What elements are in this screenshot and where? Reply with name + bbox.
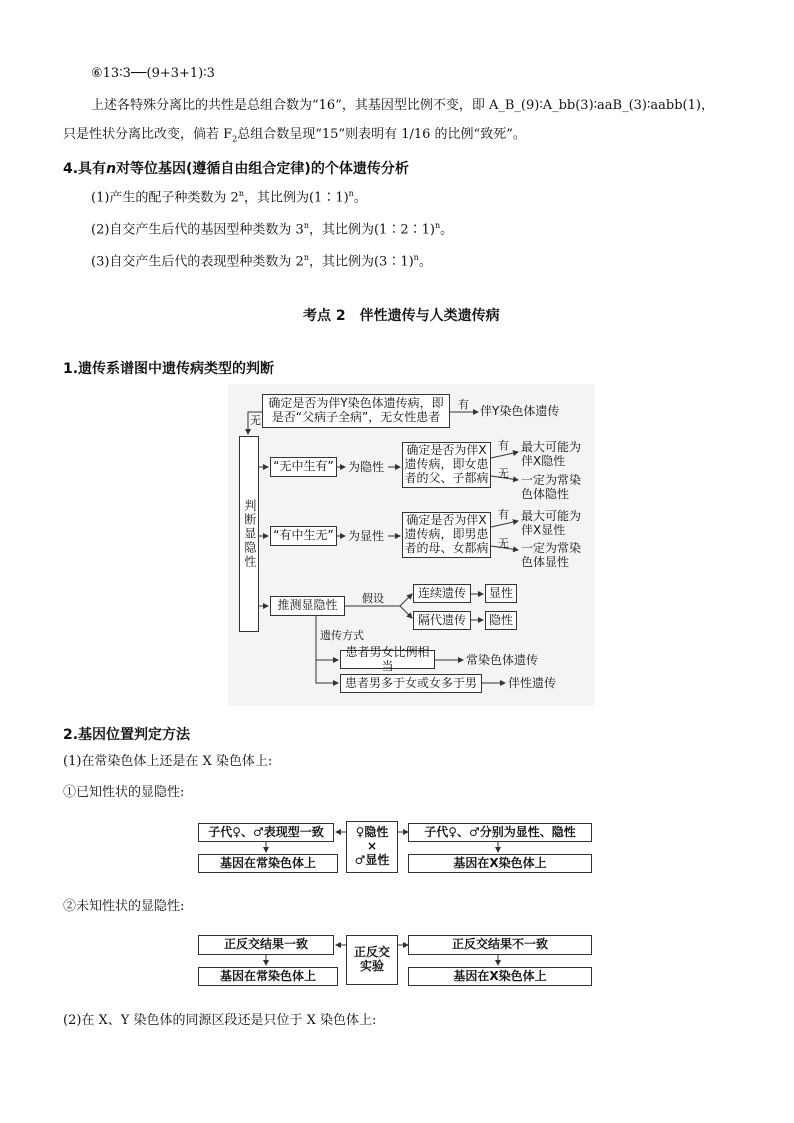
unknown-dominance: ②未知性状的显隐性: <box>63 899 185 914</box>
autosomal-inheritance: 常染色体遗传 <box>466 653 539 667</box>
autosomal-recessive: 一定为常染 色体隐性 <box>521 473 582 501</box>
dominant-result-box: 显性 <box>485 584 517 603</box>
section-4-title: 4.具有n对等位基因(遵循自由组合定律)的个体遗传分析 <box>63 161 409 177</box>
label-you-2: 有 <box>498 439 509 452</box>
unknown-dominance-figure <box>198 932 596 988</box>
different-phenotype-box: 子代♀、♂分别为显性、隐性 <box>408 823 592 842</box>
check-x-dominant-box: 确定是否为伴X 遗传病，即男患 者的母、女都病 <box>402 512 491 558</box>
question-1: (1)在常染色体上还是在 X 染色体上: <box>63 754 273 769</box>
check-x-recessive-box: 确定是否为伴X 遗传病，即女患 者的父、子都病 <box>402 442 491 488</box>
label-you-3: 有 <box>498 508 509 521</box>
yzsw-box: “有中生无” <box>270 526 337 546</box>
kaodian-2-heading: 考点 2 伴性遗传与人类遗传病 <box>303 308 500 324</box>
known-dominance-figure <box>198 818 596 876</box>
pedigree-title: 1.遗传系谱图中遗传病类型的判断 <box>63 361 275 377</box>
label-wu-1: 无 <box>250 414 261 427</box>
sec4-point-1: (1)产生的配子种类数为 2$^n$，其比例为(1∶1)$^n$。 <box>91 189 367 206</box>
label-you-1: 有 <box>458 398 469 411</box>
inheritance-mode-label: 遗传方式 <box>320 629 364 642</box>
common-line-1: 上述各特殊分离比的共性是总组合数为“16”，其基因型比例不变，即 A_B_(9)∶A_bb(3)∶aaB_(3)∶aabb(1)， <box>91 98 714 113</box>
maybe-x-recessive: 最大可能为 伴X隐性 <box>521 440 582 468</box>
y-linked-result: 伴Y染色体遗传 <box>480 404 560 418</box>
same-phenotype-box: 子代♀、♂表现型一致 <box>198 823 334 842</box>
sex-linked-inheritance: 伴性遗传 <box>508 676 557 690</box>
question-2: (2)在 X、Y 染色体的同源区段还是只位于 X 染色体上: <box>63 1013 377 1028</box>
cross-box: ♀隐性 × ♂显性 <box>346 821 398 873</box>
x-linked-gene-box: 基因在X染色体上 <box>408 854 592 873</box>
guess-dominance-box: 推测显隐性 <box>270 596 345 616</box>
pedigree-flowchart <box>228 384 594 706</box>
reciprocal-cross-box: 正反交 实验 <box>346 935 398 985</box>
section-2-title: 2.基因位置判定方法 <box>63 727 191 743</box>
reciprocal-same-box: 正反交结果一致 <box>198 935 334 955</box>
autosomal-gene-box: 基因在常染色体上 <box>198 854 338 873</box>
check-y-linked-box: 确定是否为伴Y染色体遗传病，即 是否“父病子全病”，无女性患者 <box>262 394 450 428</box>
known-dominance: ①已知性状的显隐性: <box>63 785 185 800</box>
judge-dominance-box: 判断显隐性 <box>239 436 259 632</box>
hypothesis-label: 假设 <box>362 592 384 605</box>
label-wu-2: 无 <box>498 467 509 480</box>
unequal-ratio-box: 患者男多于女或女多于男 <box>340 674 482 693</box>
label-wu-3: 无 <box>498 537 509 550</box>
reciprocal-diff-box: 正反交结果不一致 <box>408 935 592 955</box>
dominant-label: 为显性 <box>348 529 385 543</box>
autosomal-gene-box-2: 基因在常染色体上 <box>198 967 338 986</box>
wzsy-box: “无中生有” <box>270 457 337 477</box>
recessive-label: 为隐性 <box>348 460 385 474</box>
sec4-point-3: (3)自交产生后代的表现型种类数为 2$^n$，其比例为(3∶1)$^n$。 <box>91 253 432 270</box>
maybe-x-dominant: 最大可能为 伴X显性 <box>521 509 582 537</box>
item-6: ⑥13∶3──(9+3+1)∶3 <box>91 66 215 81</box>
skip-generation-box: 隔代遗传 <box>413 611 471 630</box>
x-linked-gene-box-2: 基因在X染色体上 <box>408 967 592 986</box>
recessive-result-box: 隐性 <box>485 611 517 630</box>
sec4-point-2: (2)自交产生后代的基因型种类数为 3$^n$，其比例为(1∶2∶1)$^n$。 <box>91 221 454 238</box>
continuous-box: 连续遗传 <box>413 584 471 603</box>
equal-ratio-box: 患者男女比例相当 <box>340 650 435 669</box>
common-line-2: 只是性状分离比改变，倘若 $F_2$总组合数呈现“15”则表明有 1/16 的比例“致死”。 <box>63 127 526 144</box>
autosomal-dominant: 一定为常染 色体显性 <box>521 541 582 569</box>
